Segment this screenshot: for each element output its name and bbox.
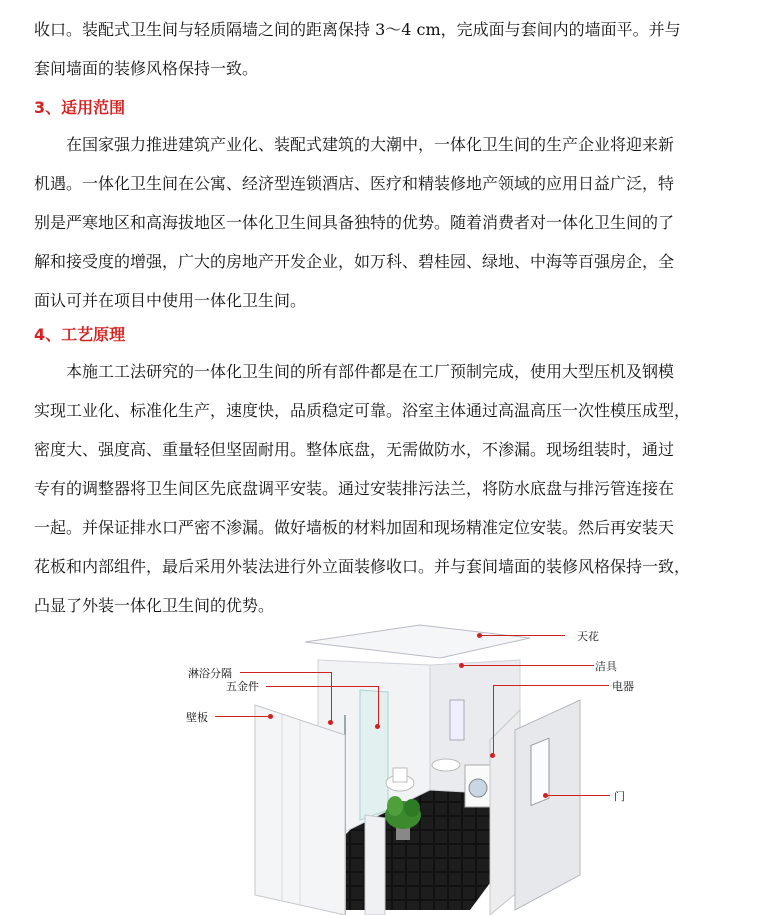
sink [432,759,460,771]
text-line: 在国家强力推进建筑产业化、装配式建筑的大潮中，一体化卫生间的生产企业将迎来新 [66,135,675,154]
text-line: 收口。装配式卫生间与轻质隔墙之间的距离保持 3～4 cm，完成面与套间内的墙面平。并与 [34,20,681,39]
leader-dot [459,663,464,668]
leader-dot [375,724,380,729]
leader-hardware [266,686,378,687]
text-line: 专有的调整器将卫生间区先底盘调平安装。通过安装排污法兰，将防水底盘与排污管连接在 [34,479,675,498]
leader-dot [543,793,548,798]
mirror [450,700,464,740]
label-fixtures: 洁具 [595,660,617,673]
bathroom-pod-illustration [0,620,780,915]
label-door: 门 [614,790,625,803]
section-4-body [34,360,774,633]
section-3-body [34,133,774,328]
leader-ceiling [480,635,565,636]
label-appliance: 电器 [612,680,634,693]
section-3-heading: 3、适用范围 [34,98,126,117]
leader-appliance-v [493,685,494,755]
text-line: 套间墙面的装修风格保持一致。 [34,59,259,78]
leader-dot [328,720,333,725]
ceiling-panel [305,625,530,658]
label-ceiling: 天花 [577,630,599,643]
text-line: 别是严寒地区和高海拔地区一体化卫生间具备独特的优势。随着消费者对一体化卫生间的了 [34,213,675,232]
intro-paragraph [34,18,774,96]
leader-fixtures [462,665,594,666]
leader-shower [240,672,332,673]
leader-hardware-v [378,686,379,726]
label-wall-panel: 壁板 [186,711,208,724]
shower-glass [360,690,388,820]
text-line: 本施工工法研究的一体化卫生间的所有部件都是在工厂预制完成，使用大型压机及钢模 [66,362,675,381]
section-4-heading: 4、工艺原理 [34,325,126,344]
leader-dot [268,714,273,719]
text-line: 解和接受度的增强，广大的房地产开发企业，如万科、碧桂园、绿地、中海等百强房企，全 [34,252,675,271]
leader-dot [477,633,482,638]
leader-wall-panel [215,716,270,717]
leader-shower-v [331,672,332,722]
leader-appliance [493,685,609,686]
text-line: 机遇。一体化卫生间在公寓、经济型连锁酒店、医疗和精装修地产领域的应用日益广泛，特 [34,174,675,193]
label-shower-partition: 淋浴分隔 [188,667,232,680]
text-line: 凸显了外装一体化卫生间的优势。 [34,596,275,615]
text-line: 密度大、强度高、重量轻但坚固耐用。整体底盘，无需做防水，不渗漏。现场组装时，通过 [34,440,675,459]
text-line: 花板和内部组件，最后采用外装法进行外立面装修收口。并与套间墙面的装修风格保持一致， [34,557,691,576]
text-line: 面认可并在项目中使用一体化卫生间。 [34,291,307,310]
leader-dot [490,753,495,758]
text-line: 实现工业化、标准化生产，速度快，品质稳定可靠。浴室主体通过高温高压一次性模压成型， [34,401,691,420]
text-line: 一起。并保证排水口严密不渗漏。做好墙板的材料加固和现场精准定位安装。然后再安装天 [34,518,675,537]
wall-panel-strip [365,815,385,915]
leader-door [546,795,610,796]
label-hardware: 五金件 [226,680,259,693]
bathroom-pod-diagram [0,620,780,915]
door-panel [515,700,580,910]
